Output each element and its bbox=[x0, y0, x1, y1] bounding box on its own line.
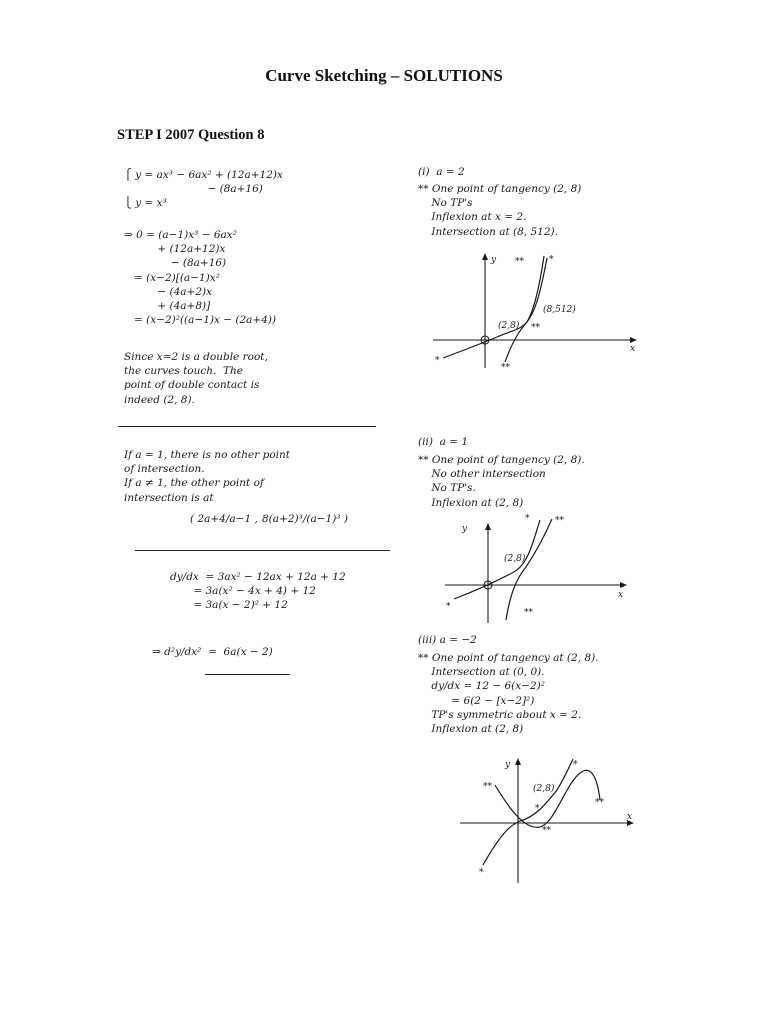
double-root-conclusion: Since x=2 is a double root, the curves touch. The point of double contact is indeed (2, 8). bbox=[124, 351, 268, 406]
question-heading: STEP I 2007 Question 8 bbox=[117, 127, 265, 143]
mark-double-star: ** bbox=[595, 798, 604, 808]
mark-star: * bbox=[549, 255, 554, 265]
page-title: Curve Sketching – SOLUTIONS bbox=[265, 66, 503, 85]
x-axis-arrow bbox=[630, 337, 637, 343]
other-intersection-note: If a = 1, there is no other point of intersection. If a ≠ 1, the other point of intersection is at bbox=[124, 449, 290, 504]
first-derivative: dy/dx = 3ax² − 12ax + 12a + 12 = 3a(x² − 4x + 4) + 12 = 3a(x − 2)² + 12 bbox=[170, 571, 346, 612]
point-label-2-8: (2,8) bbox=[498, 321, 520, 331]
underline bbox=[205, 674, 290, 675]
section-divider bbox=[118, 426, 376, 427]
point-label-2-8: (2,8) bbox=[504, 554, 526, 564]
curve-cubic-b bbox=[505, 256, 544, 362]
case-iii-heading: (iii) a = −2 bbox=[418, 634, 477, 646]
cubic-factorisation: ⇒ 0 = (a−1)x³ − 6ax² + (12a+12)x − (8a+16) = (x−2)[(a−1)x² − (4a+2)x + (4a+8)] = (x−2)²((a−1)x − (2a+4)) bbox=[124, 229, 277, 327]
point-label-8-512: (8,512) bbox=[543, 305, 576, 315]
mark-double-star: ** bbox=[483, 782, 492, 792]
x-axis-arrow bbox=[620, 582, 627, 588]
case-ii-heading: (ii) a = 1 bbox=[418, 436, 468, 448]
mark-double-star: ** bbox=[542, 826, 551, 836]
case-iii-notes: ** One point of tangency at (2, 8). Intersection at (0, 0). dy/dx = 12 − 6(x−2)² = 6(2 − [x−2]²) TP's symmetric about x = 2. Inflexion at (2, 8) bbox=[418, 652, 599, 735]
case-ii-notes: ** One point of tangency (2, 8). No other intersection No TP's. Inflexion at (2, 8) bbox=[418, 454, 585, 509]
mark-double-star: ** bbox=[531, 323, 540, 333]
mark-star: * bbox=[525, 514, 530, 524]
mark-double-star: ** bbox=[555, 516, 564, 526]
x-axis-label: x bbox=[627, 812, 633, 822]
simultaneous-equations: ⎧ y = ax³ − 6ax² + (12a+12)x − (8a+16) ⎩ y = x³ bbox=[124, 169, 283, 210]
case-i-heading: (i) a = 2 bbox=[418, 166, 465, 178]
y-axis-label: y bbox=[505, 760, 511, 770]
mark-star: * bbox=[435, 356, 440, 366]
y-axis-label: y bbox=[462, 524, 468, 534]
mark-star: * bbox=[479, 868, 484, 878]
point-label-2-8: (2,8) bbox=[533, 784, 555, 794]
mark-star: * bbox=[573, 760, 578, 770]
curve-cubic bbox=[506, 519, 552, 620]
case-i-graph bbox=[425, 250, 645, 375]
case-iii-graph bbox=[455, 755, 645, 885]
y-axis-arrow bbox=[515, 758, 521, 765]
curve-cubic-a bbox=[443, 258, 547, 358]
section-divider bbox=[135, 550, 390, 551]
mark-double-star: ** bbox=[501, 363, 510, 373]
curve-y-equals-x-cubed bbox=[483, 759, 573, 865]
x-axis-label: x bbox=[630, 344, 636, 354]
curve-cubic bbox=[495, 770, 600, 827]
second-derivative: ⇒ d²y/dx² = 6a(x − 2) bbox=[152, 646, 273, 658]
y-axis-arrow bbox=[485, 523, 491, 530]
other-intersection-x: ( 2a+4/a−1 , bbox=[190, 513, 258, 525]
mark-double-star: ** bbox=[515, 257, 524, 267]
y-axis-label: y bbox=[491, 255, 497, 265]
mark-star: * bbox=[535, 804, 540, 814]
y-axis-arrow bbox=[482, 253, 488, 260]
case-i-notes: ** One point of tangency (2, 8) No TP's Inflexion at x = 2. Intersection at (8, 512). bbox=[418, 183, 582, 238]
case-ii-graph bbox=[440, 515, 640, 625]
other-intersection-y: 8(a+2)³/(a−1)³ ) bbox=[262, 513, 348, 525]
mark-star: * bbox=[446, 602, 451, 612]
x-axis-label: x bbox=[618, 590, 624, 600]
mark-double-star: ** bbox=[524, 608, 533, 618]
